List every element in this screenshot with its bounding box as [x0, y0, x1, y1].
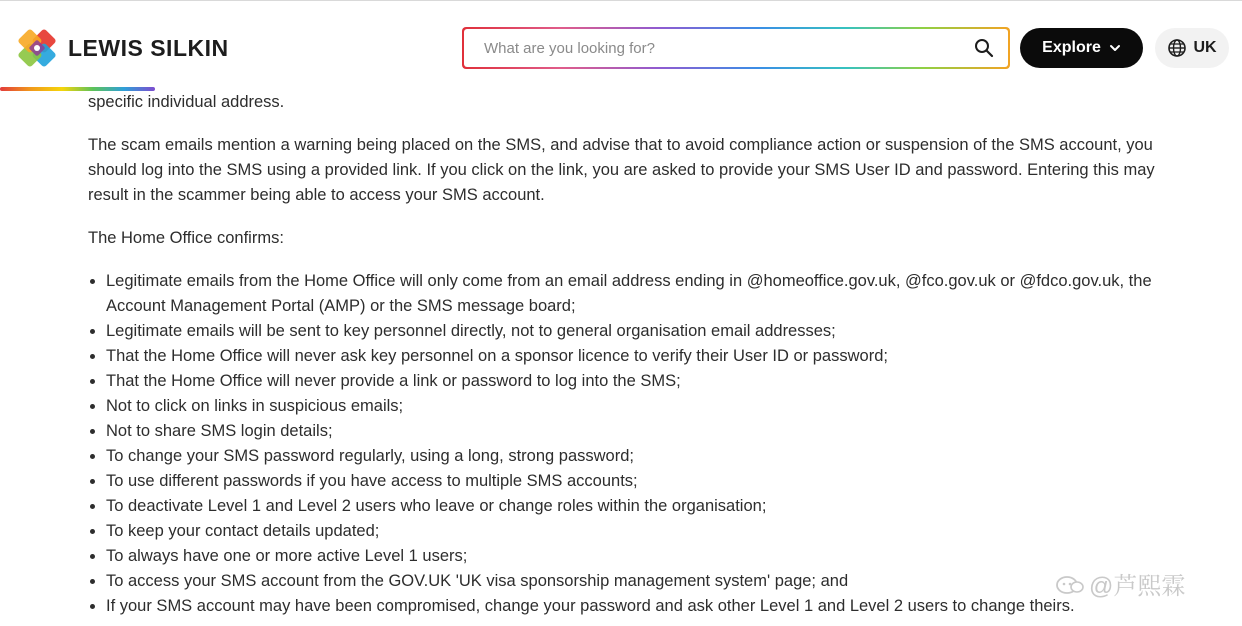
watermark: [1055, 566, 1185, 601]
list-item: • Not to click on links in suspicious emails;: [106, 394, 1168, 419]
list-item: • Legitimate emails from the Home Office will only come from an email address ending in @homeoffice.gov.uk, @fco.gov.uk or @fdco.gov.uk, the Account Management Portal (AMP) or the SMS message board;: [106, 269, 1168, 319]
search-icon[interactable]: [974, 38, 994, 58]
watermark-logo-icon: [1055, 572, 1085, 596]
logo-text: LEWIS SILKIN: [68, 34, 229, 61]
list-item: • That the Home Office will never provide a link or password to log into the SMS;: [106, 369, 1168, 394]
logo-rainbow-underline: [0, 87, 155, 91]
paragraph-home-office-confirms: The Home Office confirms:: [88, 229, 284, 247]
article-body: [88, 88, 1168, 619]
paragraph-top: specific individual address.: [88, 93, 285, 111]
logo-mark-icon: [14, 25, 60, 71]
list-item: • To use different passwords if you have access to multiple SMS accounts;: [106, 469, 1168, 494]
globe-icon: [1167, 38, 1187, 58]
list-item: • To deactivate Level 1 and Level 2 users who leave or change roles within the organisation;: [106, 494, 1168, 519]
region-selector[interactable]: [1155, 28, 1229, 68]
search-input[interactable]: [482, 39, 926, 58]
watermark-text: @芦熙霖: [1089, 573, 1186, 600]
list-item: • To always have one or more active Level 1 users;: [106, 544, 1168, 569]
list-item: • If your SMS account may have been compromised, change your password and ask other Level 1 and Level 2 users to change theirs.: [106, 594, 1168, 619]
site-logo[interactable]: [14, 25, 229, 71]
list-item: • Legitimate emails will be sent to key personnel directly, not to general organisation email addresses;: [106, 319, 1168, 344]
list-item: • To change your SMS password regularly, using a long, strong password;: [106, 444, 1168, 469]
chevron-down-icon: [1109, 42, 1121, 54]
region-label: UK: [1193, 39, 1217, 56]
explore-button[interactable]: [1020, 28, 1143, 68]
confirm-list: [88, 269, 1168, 619]
list-item: • To keep your contact details updated;: [106, 519, 1168, 544]
list-item: • To access your SMS account from the GOV.UK 'UK visa sponsorship management system' page; and: [106, 569, 1168, 594]
site-header: [0, 0, 1242, 91]
list-item: • That the Home Office will never ask key personnel on a sponsor licence to verify their User ID or password;: [106, 344, 1168, 369]
list-item: • Not to share SMS login details;: [106, 419, 1168, 444]
paragraph-scam-emails: The scam emails mention a warning being placed on the SMS, and advise that to avoid compliance action or suspension of the SMS account, you should log into the SMS using a provided link. If you click on the link, you are asked to provide your SMS User ID and password. Entering this may result in the scammer being able to access your SMS account.: [88, 136, 1155, 204]
search-bar[interactable]: [462, 27, 1010, 69]
explore-label: Explore: [1042, 39, 1101, 56]
